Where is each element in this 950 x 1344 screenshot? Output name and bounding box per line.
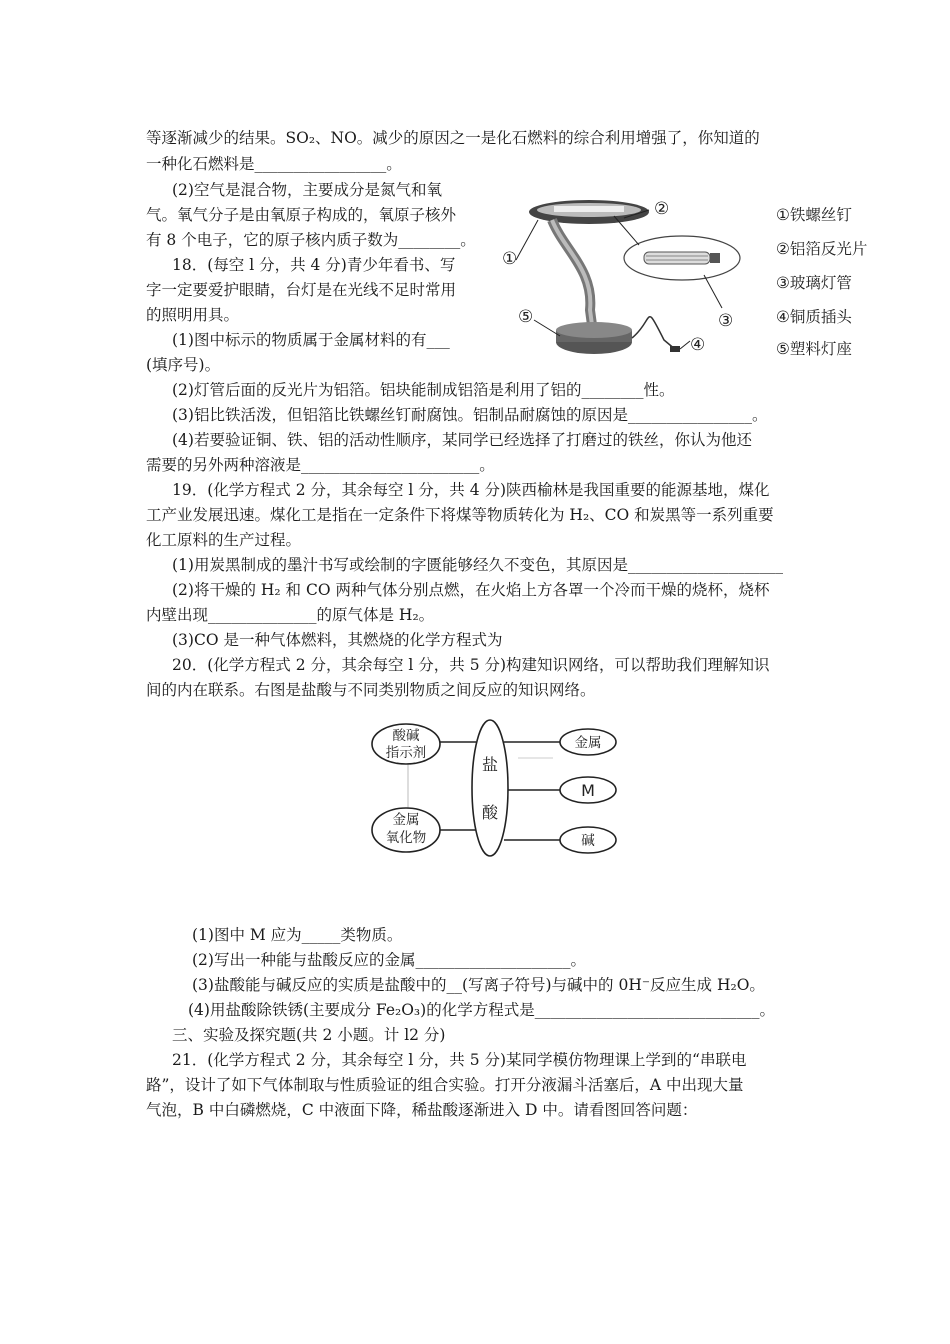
text-line: 有 8 个电子，它的原子核内质子数为________。 (146, 231, 476, 249)
text-line: 字一定要爱护眼睛，台灯是在光线不足时常用 (146, 281, 457, 299)
lamp-illustration (494, 190, 888, 370)
node-base-label: 碱 (581, 833, 595, 849)
legend-item-4: ④铜质插头 (776, 308, 852, 326)
text-line: (2)空气是混合物，主要成分是氮气和氧 (172, 181, 442, 199)
node-metal-oxide-line2: 氧化物 (385, 830, 427, 846)
text-line: 三、实验及探究题(共 2 小题。计 l2 分) (172, 1026, 446, 1044)
text-line: (3)铝比铁活泼，但铝箔比铁螺丝钉耐腐蚀。铝制品耐腐蚀的原因是________________。 (172, 406, 768, 424)
text-line: 的照明用具。 (146, 306, 240, 324)
callout-4: ④ (690, 335, 706, 355)
text-line: (2)灯管后面的反光片为铝箔。铝块能制成铝箔是利用了铝的________性。 (172, 381, 675, 399)
text-line: (1)用炭黑制成的墨汁书写或绘制的字匮能够经久不变色，其原因是____________________ (172, 556, 783, 574)
node-metal-label: 金属 (574, 735, 602, 751)
text-line: (3)盐酸能与碱反应的实质是盐酸中的__(写离子符号)与碱中的 0H⁻反应生成 H₂O。 (192, 976, 765, 994)
text-line: 需要的另外两种溶液是_______________________。 (146, 456, 495, 474)
text-line: 气。氧气分子是由氧原子构成的，氧原子核外 (146, 206, 457, 224)
text-line: 气泡，B 中白磷燃烧，C 中液面下降，稀盐酸逐渐进入 D 中。请看图回答问题： (146, 1101, 698, 1119)
text-line: (3)CO 是一种气体燃料，其燃烧的化学方程式为 (172, 631, 503, 649)
node-indicator-line1: 酸碱 (392, 728, 420, 744)
text-line: (4)用盐酸除铁锈(主要成分 Fe₂O₃)的化学方程式是_____________________________。 (188, 1001, 775, 1019)
hydrochloric-acid-network-figure (368, 718, 628, 860)
legend-item-3: ③玻璃灯管 (776, 274, 852, 292)
center-node (472, 720, 508, 856)
network-diagram (368, 718, 628, 860)
text-line: 18．(每空 l 分，共 4 分)青少年看书、写 (172, 256, 456, 274)
center-label-1: 盐 (481, 755, 499, 774)
text-line: 路”，设计了如下气体制取与性质验证的组合实验。打开分液漏斗活塞后，A 中出现大量 (146, 1076, 744, 1094)
text-line: 一种化石燃料是_________________。 (146, 155, 402, 173)
node-m-label: M (581, 781, 595, 800)
callout-1: ① (502, 249, 518, 269)
text-line: (填序号)。 (146, 356, 221, 374)
callout-5: ⑤ (518, 307, 534, 327)
legend-item-5: ⑤塑料灯座 (776, 340, 852, 358)
text-line: 20．(化学方程式 2 分，其余每空 l 分，共 5 分)构建知识网络，可以帮助我们理解知识 (172, 656, 770, 674)
text-line: 内壁出现______________的原气体是 H₂。 (146, 606, 435, 624)
lamp-figure (494, 190, 888, 370)
center-label-2: 酸 (481, 803, 499, 822)
node-metal-oxide-line1: 金属 (392, 812, 420, 828)
node-indicator-line2: 指示剂 (385, 745, 427, 761)
text-line: (1)图中 M 应为_____类物质。 (192, 926, 403, 944)
callout-2: ② (654, 199, 670, 219)
callout-3: ③ (718, 311, 734, 331)
text-line: 间的内在联系。右图是盐酸与不同类别物质之间反应的知识网络。 (146, 681, 596, 699)
legend-item-1: ①铁螺丝钉 (776, 206, 852, 224)
text-line: 化工原料的生产过程。 (146, 531, 302, 549)
text-line: 21．(化学方程式 2 分，其余每空 l 分，共 5 分)某同学模仿物理课上学到的“串联电 (172, 1051, 747, 1069)
text-line: (2)写出一种能与盐酸反应的金属____________________。 (192, 951, 586, 969)
text-line: (1)图中标示的物质属于金属材料的有___ (172, 331, 450, 349)
text-line: 等逐渐减少的结果。SO₂、NO。减少的原因之一是化石燃料的综合利用增强了，你知道的 (146, 129, 760, 147)
legend-item-2: ②铝箔反光片 (776, 240, 868, 258)
text-line: 19．(化学方程式 2 分，其余每空 l 分，共 4 分)陕西榆林是我国重要的能源基地，煤化 (172, 481, 770, 499)
text-line: (4)若要验证铜、铁、铝的活动性顺序，某同学已经选择了打磨过的铁丝，你认为他还 (172, 431, 752, 449)
text-line: (2)将干燥的 H₂ 和 CO 两种气体分别点燃，在火焰上方各罩一个冷而干燥的烧杯，烧杯 (172, 581, 770, 599)
text-line: 工产业发展迅速。煤化工是指在一定条件下将煤等物质转化为 H₂、CO 和炭黑等一系列重要 (146, 506, 774, 524)
